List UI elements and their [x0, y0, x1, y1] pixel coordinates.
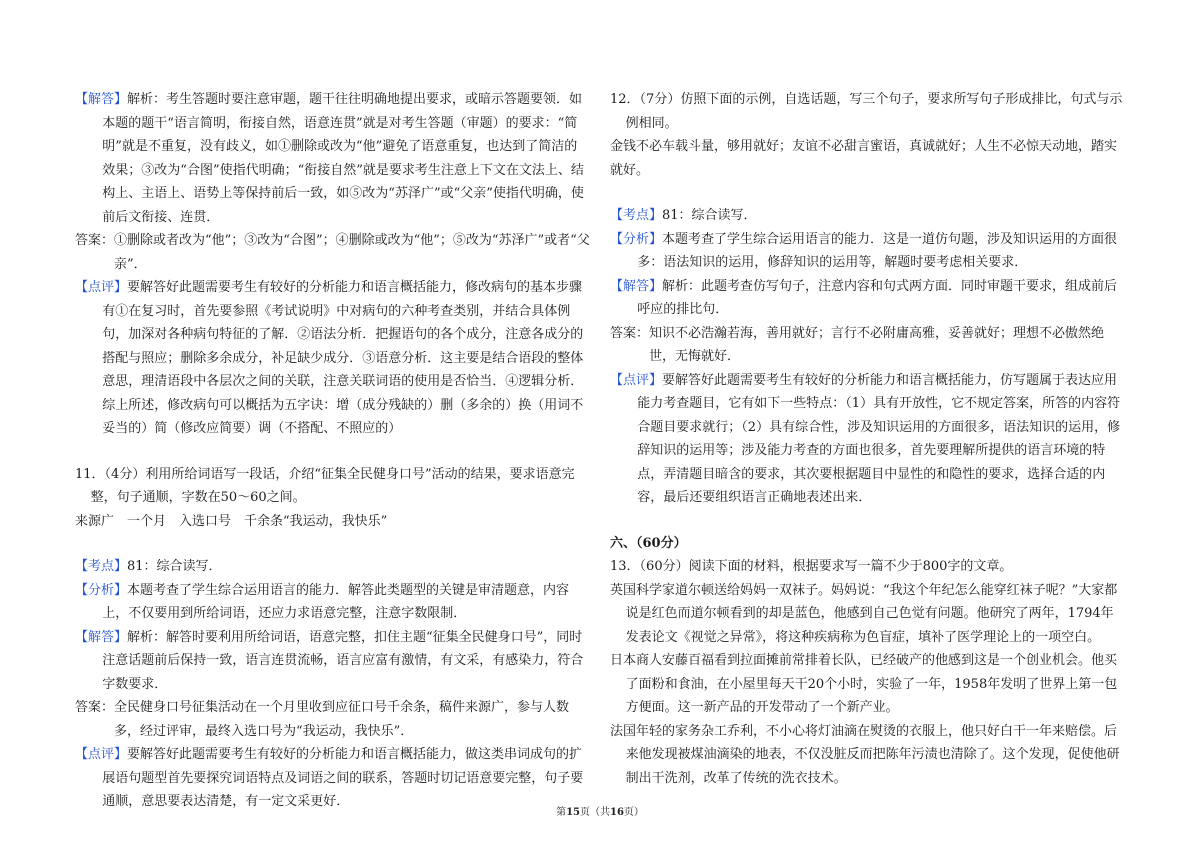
q11-question: 11．（4分）利用所给词语写一段话，介绍“征集全民健身口号”活动的结果，要求语意完整，句子通顺，字数在50～60之间。	[75, 466, 575, 505]
q11-kaodian-text: 81：综合读写．	[127, 559, 222, 574]
footer-total-pages: 16	[610, 807, 624, 818]
footer-suffix: 页）	[623, 807, 644, 818]
spacer	[610, 510, 1125, 532]
q10-answer: 答案：①删除或者改为“他”；③改为“合图”；④删除或改为“他”；⑤改为“苏泽广”或者“父亲”．	[75, 233, 590, 272]
q11-kaodian	[75, 555, 590, 579]
fenxi-tag: 【分析】	[75, 582, 128, 598]
jieda-tag: 【解答】	[75, 629, 128, 645]
q11-answer: 答案：全民健身口号征集活动在一个月里收到应征口号千余条，稿件来源广，参与人数多，经过评审，最终入选口号为“我运动，我快乐”．	[75, 700, 570, 739]
q12-dianping	[610, 369, 1125, 510]
q12-answer: 答案：知识不必浩瀚若海，善用就好；言行不必附庸高雅，妥善就好；理想不必傲然绝世，无悔就好．	[610, 325, 1105, 364]
jieda-tag: 【解答】	[75, 92, 128, 107]
q12-dianping-text: 要解答好此题需要考生有较好的分析能力和语言概括能力，仿写题属于表达应用能力考查题目，它有如下一些特点：（1）具有开放性，它不规定答案，所答的内容符合题目要求就行；（2）具有综合性，涉及知识运用的方面很多，语法知识的运用，修辞知识的运用等；涉及能力考查的方面也很多，首先要理解所提供的语言环境的特点，弄清题目暗含的要求，其次要根据题目中显性的和隐性的要求，选择合适的内容，最后还要组织语言正确地表述出来．	[637, 372, 1121, 505]
q12-fenxi	[610, 228, 1125, 275]
left-column	[75, 88, 590, 814]
footer-prefix: 第	[556, 807, 567, 818]
footer-mid: 页（共	[580, 807, 610, 818]
q12-jieda	[610, 275, 1125, 322]
q10-jieda-text: 解析：考生答题时要注意审题，题干往往明确地提出要求，或暗示答题要领．如本题的题干“语言简明，衔接自然，语意连贯”就是对考生答题（审题）的要求：“简明”就是不重复，没有歧义，如①删除或改为“他”避免了语意重复，也达到了简洁的效果；③改为“合图”使指代明确；“衔接自然”就是要求考生注意上下文在文法上、结构上、主语上、语势上等保持前后一致，如⑤改为“苏泽广”或“父亲”使指代明确，使前后文衔接、连贯．	[102, 92, 584, 225]
q13-paragraph-2: 日本商人安藤百福看到拉面摊前常排着长队，已经破产的他感到这是一个创业机会。他买了面粉和食油，在小屋里每天干20个小时，实验了一年，1958年发明了世界上第一包方便面。这一新产品的开发带动了一个新产业。	[610, 653, 1118, 715]
q11-fenxi-text: 本题考查了学生综合运用语言的能力．解答此类题型的关键是审清题意，内容上，不仅要用到所给词语，还应力求语意完整，注意字数限制．	[102, 582, 570, 621]
q12-question: 12．（7分）仿照下面的示例，自选话题，写三个句子，要求所写句子形成排比，句式与示例相同。	[610, 92, 1123, 131]
q11-jieda-text: 解析：解答时要利用所给词语，语意完整，扣住主题“征集全民健身口号”，同时注意话题前后保持一致，语言连贯流畅，语言应富有激情，有文采，有感染力，符合字数要求．	[102, 629, 584, 692]
q12-jieda-text: 解析：此题考查仿写句子，注意内容和句式两方面．同时审题干要求，组成前后呼应的排比句．	[637, 278, 1118, 317]
q13-question: 13．（60分）阅读下面的材料，根据要求写一篇不少于800字的文章。	[610, 559, 1013, 574]
fenxi-tag: 【分析】	[610, 231, 663, 247]
right-column	[610, 88, 1125, 790]
q10-dianping-text: 要解答好此题需要考生有较好的分析能力和语言概括能力，修改病句的基本步骤有①在复习时，首先要参照《考试说明》中对病句的六种考查类别，并结合具体例句，加深对各种病句特征的了解．②语法分析．把握语句的各个成分，注意各成分的搭配与照应；删除多余成分，补足缺少成分．③语意分析．这主要是结合语段的整体意思，理清语段中各层次之间的关联，注意关联词语的使用是否恰当．④逻辑分析．综上所述，修改病句可以概括为五字诀：增（成分残缺的）删（多余的）换（用词不妥当的）简（修改应简要）调（不搭配、不照应的）	[102, 280, 584, 436]
q13-paragraph-3: 法国年轻的家务杂工乔利，不小心将灯油滴在熨烫的衣服上，他只好白干一年来赔偿。后来他发现被煤油滴染的地表，不仅没脏反而把陈年污渍也清除了。这个发现，促使他研制出干洗剂，改革了传统的洗衣技术。	[610, 723, 1120, 786]
dianping-tag: 【点评】	[75, 280, 128, 295]
kaodian-tag: 【考点】	[75, 559, 128, 574]
q13-paragraph-1: 英国科学家道尔顿送给妈妈一双袜子。妈妈说：“我这个年纪怎么能穿红袜子呢？”大家都说是红色而道尔顿看到的却是蓝色，他感到自己色觉有问题。他研究了两年，1794年发表论文《视觉之异常》，将这种疾病称为色盲症，填补了医学理论上的一项空白。	[610, 582, 1118, 645]
q12-fenxi-text: 本题考查了学生综合运用语言的能力．这是一道仿句题，涉及知识运用的方面很多：语法知识的运用，修辞知识的运用等，解题时要考虑相关要求．	[637, 231, 1118, 270]
dianping-tag: 【点评】	[75, 747, 128, 762]
q10-jieda	[75, 88, 590, 229]
kaodian-tag: 【考点】	[610, 208, 663, 223]
q12-example: 金钱不必车载斗量，够用就好；友谊不必甜言蜜语，真诚就好；人生不必惊天动地，踏实就好。	[610, 139, 1118, 178]
q11-fenxi	[75, 579, 590, 626]
footer-page-number: 15	[566, 807, 580, 818]
section-heading: 六、（60分）	[610, 535, 687, 551]
spacer	[610, 182, 1125, 204]
q10-dianping	[75, 276, 590, 441]
q11-dianping-text: 要解答好此题需要考生有较好的分析能力和语言概括能力，做这类串词成句的扩展语句题型首先要探究词语特点及词语之间的联系，答题时切记语意要完整，句子要通顺，意思要表达清楚，有一定文采更好．	[102, 747, 584, 809]
q12-kaodian	[610, 204, 1125, 228]
spacer	[75, 441, 590, 463]
q11-words: 来源广 一个月 入选口号 千余条“我运动，我快乐”	[75, 513, 388, 529]
q12-kaodian-text: 81：综合读写．	[662, 208, 757, 223]
spacer	[75, 533, 590, 555]
jieda-tag: 【解答】	[610, 278, 663, 294]
q11-jieda	[75, 626, 590, 697]
page-footer	[0, 803, 1200, 818]
dianping-tag: 【点评】	[610, 372, 663, 388]
